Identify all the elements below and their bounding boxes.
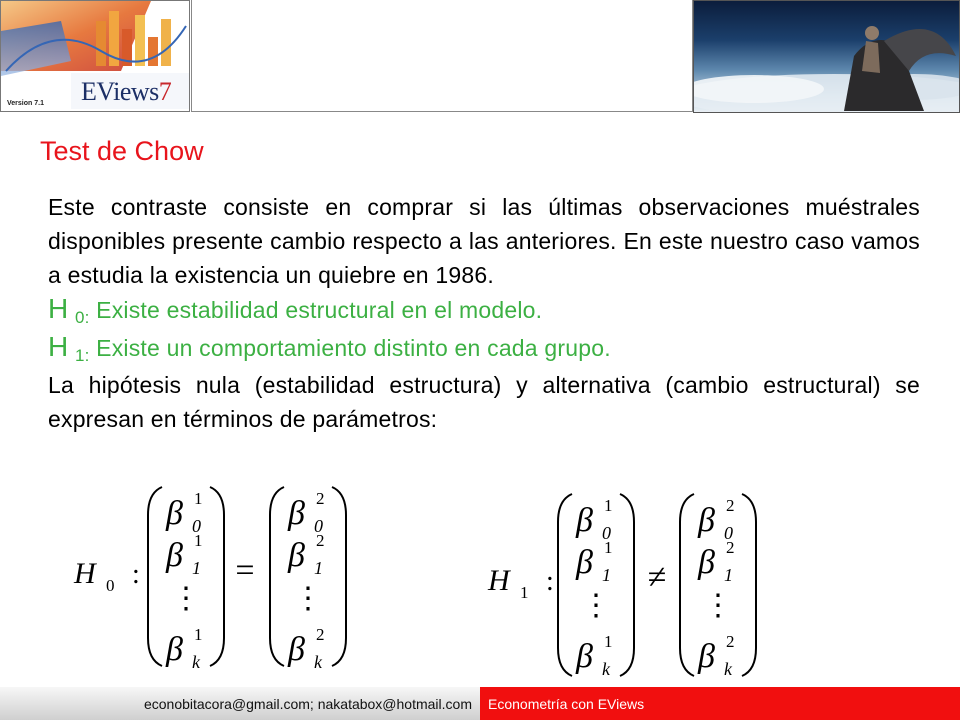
h0-eq-left-sup-1: 1 <box>194 531 203 550</box>
h0-eq-right-sup-3: 2 <box>316 625 325 644</box>
h0-eq-right-vdots: ⋮ <box>293 582 323 615</box>
h0-eq-left-open-paren <box>148 487 162 666</box>
h1-letter: H <box>48 331 69 362</box>
h1-eq-right-sup-3: 2 <box>726 632 735 651</box>
footer-contact <box>0 687 480 720</box>
h0-eq-right-beta-3: β <box>288 631 305 668</box>
h1-eq-left-sup-1: 1 <box>604 538 613 557</box>
intro-paragraph: Este contraste consiste en comprar si las últimas observaciones muéstrales disponibles presente cambio respecto a las anteriores. En este nuestro caso vamos a estudia la existencia un quiebre en 1986. <box>48 194 920 288</box>
parameters-paragraph: La hipótesis nula (estabilidad estructura) y alternativa (cambio estructural) se expresan en términos de parámetros: <box>48 372 920 432</box>
h0-eq-right-beta-0: β <box>288 495 305 532</box>
h0-eq-right-sup-0: 2 <box>316 489 325 508</box>
footer-course-title: Econometría con EViews <box>488 696 645 712</box>
h1-eq-left-open-paren <box>558 494 572 676</box>
h1-eq-right-vdots: ⋮ <box>703 589 733 622</box>
h0-eq-right-beta-1: β <box>288 537 305 574</box>
h1-eq-relation: ≠ <box>647 559 667 596</box>
h0-eq-left-beta-3: β <box>166 631 183 668</box>
h0-eq-symbol: H <box>74 557 96 590</box>
footer-emails: econobitacora@gmail.com; nakatabox@hotmail.com <box>143 696 472 712</box>
h1-subscript: 1: <box>75 346 90 365</box>
h1-eq-right-beta-1: β <box>698 544 715 581</box>
h1-eq-left-sub-3: k <box>602 659 610 679</box>
h0-eq-right-sub-1: 1 <box>314 558 323 578</box>
h1-eq-right-sup-0: 2 <box>726 496 735 515</box>
h1-eq-subscript: 1 <box>520 583 529 602</box>
h0-eq-right-sub-3: k <box>314 652 322 672</box>
eviews-product-name: EViews7 <box>81 77 172 106</box>
h1-eq-right-sup-1: 2 <box>726 538 735 557</box>
h1-eq-left-close-paren <box>620 494 634 676</box>
h1-eq-left-sup-3: 1 <box>604 632 613 651</box>
h0-text: Existe estabilidad estructural en el modelo. <box>89 297 543 323</box>
h1-eq-right-sub-3: k <box>724 659 732 679</box>
h1-eq-left-sub-1: 1 <box>602 565 611 585</box>
h1-eq-right-sub-1: 1 <box>724 565 733 585</box>
h1-eq-right-beta-0: β <box>698 502 715 539</box>
h1-eq-left-sub-0: 0 <box>602 523 611 543</box>
h0-letter: H <box>48 293 69 324</box>
h0-eq-colon: : <box>132 559 140 590</box>
h1-eq-left-beta-0: β <box>576 502 593 539</box>
h0-eq-left-sub-1: 1 <box>192 558 201 578</box>
h1-text: Existe un comportamiento distinto en cada grupo. <box>89 335 611 361</box>
h0-eq-right-close-paren <box>332 487 346 666</box>
h0-subscript: 0: <box>75 308 90 327</box>
footer-course <box>480 687 960 720</box>
h0-eq-left-sup-0: 1 <box>194 489 203 508</box>
h0-eq-left-beta-1: β <box>166 537 183 574</box>
h0-eq-left-sup-3: 1 <box>194 625 203 644</box>
h0-eq-left-close-paren <box>210 487 224 666</box>
h0-eq-left-sub-3: k <box>192 652 200 672</box>
h0-eq-right-sub-0: 0 <box>314 516 323 536</box>
h1-eq-left-beta-1: β <box>576 544 593 581</box>
h0-eq-right-open-paren <box>270 487 284 666</box>
eviews-version-label: Version 7.1 <box>7 100 44 107</box>
h0-eq-right-sup-1: 2 <box>316 531 325 550</box>
h1-eq-symbol: H <box>488 564 510 597</box>
slide-title: Test de Chow <box>40 136 204 166</box>
h0-eq-left-vdots: ⋮ <box>171 582 201 615</box>
h1-eq-right-beta-3: β <box>698 638 715 675</box>
h0-eq-left-sub-0: 0 <box>192 516 201 536</box>
h1-eq-right-close-paren <box>742 494 756 676</box>
h1-eq-left-vdots: ⋮ <box>581 589 611 622</box>
h1-eq-right-open-paren <box>680 494 694 676</box>
h0-eq-left-beta-0: β <box>166 495 183 532</box>
h0-eq-subscript: 0 <box>106 576 115 595</box>
h1-eq-left-sup-0: 1 <box>604 496 613 515</box>
h1-eq-colon: : <box>546 566 554 597</box>
h1-eq-right-sub-0: 0 <box>724 523 733 543</box>
h1-eq-left-beta-3: β <box>576 638 593 675</box>
h0-eq-relation: = <box>235 552 255 589</box>
